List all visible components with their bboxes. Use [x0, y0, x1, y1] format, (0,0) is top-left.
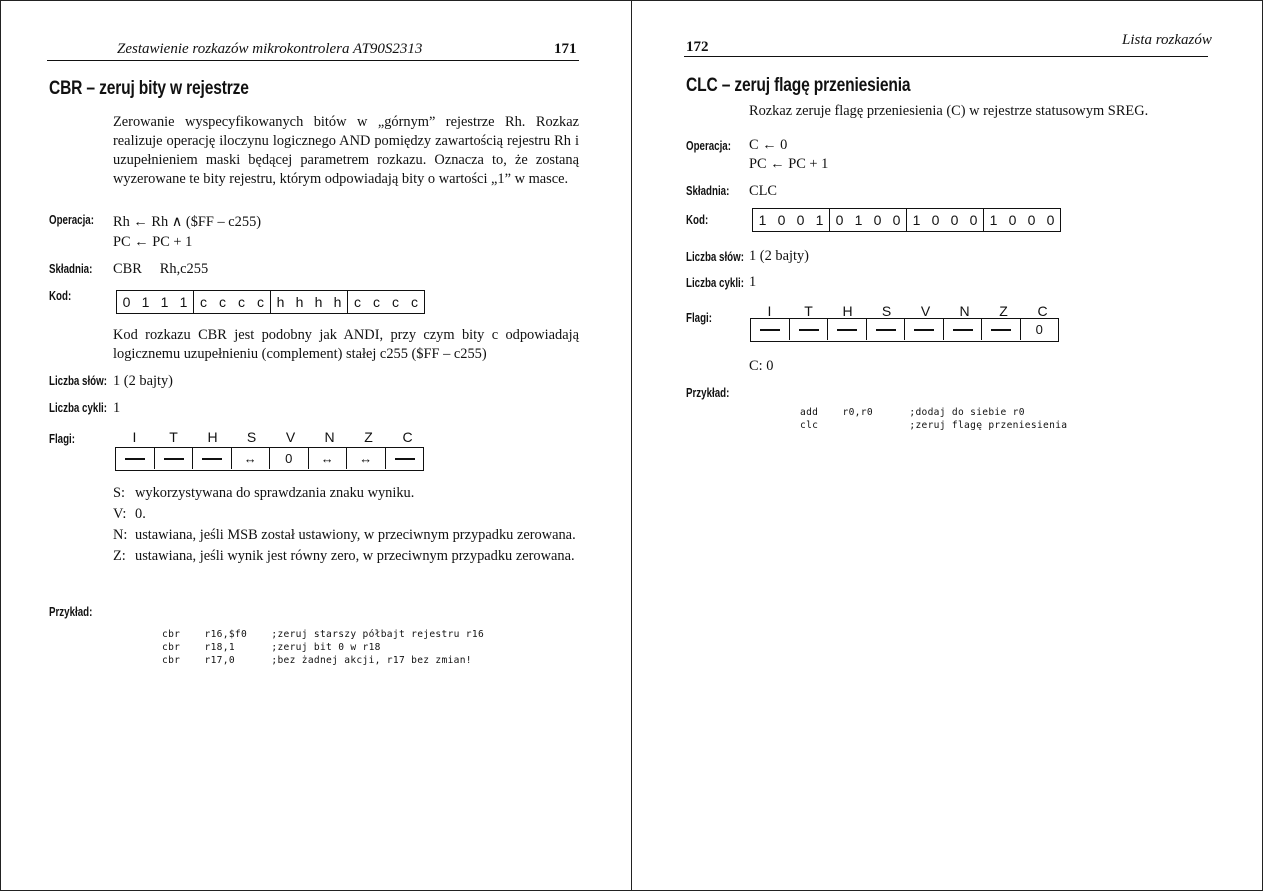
code-label: Kod: — [686, 213, 709, 227]
example-code-line: clc ;zeruj flagę przeniesienia — [800, 420, 1068, 431]
syntax-label: Składnia: — [686, 184, 730, 198]
flag-name: S — [246, 429, 257, 445]
example-label: Przykład: — [686, 386, 730, 400]
flag-name: I — [132, 429, 137, 445]
syntax: CBR Rh,c255 — [113, 261, 209, 277]
opcode-group — [271, 291, 348, 313]
flag-note-text: ustawiana, jeśli MSB został ustawiony, w przeciwnym przypadku zerowana. — [135, 527, 576, 543]
dash-mark — [837, 329, 857, 331]
opcode-bit: 0 — [969, 212, 978, 228]
opcode-group — [348, 291, 424, 313]
opcode-bit: h — [276, 294, 285, 310]
flag-value — [867, 319, 906, 340]
flag-value — [751, 319, 790, 340]
flag-names — [750, 303, 1062, 319]
opcode-bit: 0 — [1046, 212, 1055, 228]
opcode-bit: 0 — [122, 294, 131, 310]
example-code-line: cbr r17,0 ;bez żadnej akcji, r17 bez zmian! — [162, 655, 472, 666]
operation-label: Operacja: — [686, 139, 731, 153]
flag-name: N — [959, 303, 970, 319]
flag-value — [116, 448, 155, 469]
opcode-bit: c — [392, 294, 399, 310]
dash-mark — [202, 458, 222, 460]
flag-name: I — [767, 303, 772, 319]
flag-name: Z — [999, 303, 1008, 319]
opcode-table — [116, 290, 425, 314]
syntax: CLC — [749, 183, 777, 199]
opcode-bit: c — [257, 294, 264, 310]
dash-mark — [953, 329, 973, 331]
opcode-bit: 1 — [160, 294, 169, 310]
flag-name: V — [285, 429, 296, 445]
flag-value — [155, 448, 194, 469]
opcode-bit: 1 — [179, 294, 188, 310]
section-title: CLC – zeruj flagę przeniesienia — [686, 75, 911, 96]
flag-value: ↔ — [347, 448, 386, 469]
flag-value — [828, 319, 867, 340]
flag-note — [113, 547, 579, 566]
dash-mark — [991, 329, 1011, 331]
operation-line: Rh ← Rh ∧ ($FF – c255) — [113, 214, 262, 230]
flag-note — [113, 505, 579, 524]
flag-notes — [113, 484, 579, 566]
cycles-value: 1 — [749, 274, 757, 290]
dash-mark — [799, 329, 819, 331]
flags-table — [750, 318, 1059, 342]
flag-value: 0 — [270, 448, 309, 469]
flag-name: Z — [364, 429, 373, 445]
flag-value — [982, 319, 1021, 340]
flag-value: ↔ — [232, 448, 271, 469]
dash-mark — [125, 458, 145, 460]
flag-value — [905, 319, 944, 340]
cycles-label: Liczba cykli: — [49, 401, 107, 415]
cycles-value: 1 — [113, 400, 121, 416]
flag-name: H — [842, 303, 853, 319]
flag-note-key: S: — [113, 485, 126, 501]
example-code-line: add r0,r0 ;dodaj do siebie r0 — [800, 407, 1025, 418]
right-page — [631, 0, 1263, 891]
opcode-bit: 0 — [777, 212, 786, 228]
dash-mark — [876, 329, 896, 331]
flag-name: T — [804, 303, 813, 319]
syntax-label: Składnia: — [49, 262, 93, 276]
flags-table — [115, 447, 424, 471]
description: Zerowanie wyspecyfikowanych bitów w „górnym” rejestrze Rh. Rozkaz realizuje operację iloczynu logicznego AND pomiędzy zawartością rejestru Rh i uzupełnieniem maski będącej parametrem rozkazu. Oznacza to, że zostaną wyzerowane te bity rejestru, którym odpowiadają bity o wartości „1” w masce. — [113, 114, 579, 187]
running-header-title: Lista rozkazów — [1122, 32, 1212, 48]
operation-line: PC ← PC + 1 — [113, 234, 193, 250]
opcode-bit: c — [238, 294, 245, 310]
opcode-bit: 1 — [758, 212, 767, 228]
opcode-bit: h — [314, 294, 323, 310]
left-page — [0, 0, 632, 891]
opcode-group — [984, 209, 1060, 231]
flag-value — [386, 448, 424, 469]
cycles-label: Liczba cykli: — [686, 276, 744, 290]
opcode-bit: 1 — [989, 212, 998, 228]
words-label: Liczba słów: — [686, 250, 744, 264]
opcode-bit: c — [200, 294, 207, 310]
operation-line: PC ← PC + 1 — [749, 156, 829, 172]
example-code-line: cbr r16,$f0 ;zeruj starszy półbajt rejestru r16 — [162, 629, 485, 640]
opcode-bit: 1 — [815, 212, 824, 228]
operation-line: C ← 0 — [749, 137, 788, 153]
opcode-group — [753, 209, 830, 231]
flag-name: V — [920, 303, 931, 319]
words-value: 1 (2 bajty) — [749, 248, 809, 264]
flag-name: C — [1037, 303, 1048, 319]
flag-note — [113, 484, 579, 503]
opcode-bit: c — [411, 294, 418, 310]
opcode-group — [194, 291, 271, 313]
words-value: 1 (2 bajty) — [113, 373, 173, 389]
flag-names — [115, 429, 427, 445]
opcode-group — [117, 291, 194, 313]
code-note: Kod rozkazu CBR jest podobny jak ANDI, przy czym bity c odpowiadają logicznemu uzupełnieniu (complement) stałej c255 ($FF – c255) — [113, 327, 579, 362]
header-rule — [684, 56, 1208, 57]
flag-value — [790, 319, 829, 340]
flag-name: H — [207, 429, 218, 445]
opcode-bit: 0 — [950, 212, 959, 228]
words-label: Liczba słów: — [49, 374, 107, 388]
flag-note-key: V: — [113, 506, 127, 522]
flag-value — [193, 448, 232, 469]
opcode-bit: c — [354, 294, 361, 310]
header-rule — [47, 60, 579, 61]
running-header-title: Zestawienie rozkazów mikrokontrolera AT90S2313 — [117, 41, 423, 57]
flag-value: ↔ — [309, 448, 348, 469]
opcode-bit: 1 — [141, 294, 150, 310]
flag-name: N — [324, 429, 335, 445]
flags-label: Flagi: — [49, 432, 76, 446]
flag-note-key: Z: — [113, 548, 126, 564]
flag-value: 0 — [1035, 322, 1043, 337]
example-code-line: cbr r18,1 ;zeruj bit 0 w r18 — [162, 642, 381, 653]
code-label: Kod: — [49, 289, 72, 303]
opcode-bit: c — [373, 294, 380, 310]
flag-note: C: 0 — [749, 358, 774, 374]
opcode-bit: 0 — [1008, 212, 1017, 228]
flag-note-text: ustawiana, jeśli wynik jest równy zero, w przeciwnym przypadku zerowana. — [135, 548, 575, 564]
opcode-bit: 0 — [835, 212, 844, 228]
opcode-bit: 1 — [854, 212, 863, 228]
description: Rozkaz zeruje flagę przeniesienia (C) w rejestrze statusowym SREG. — [749, 103, 1149, 119]
opcode-bit: 0 — [892, 212, 901, 228]
flag-name: C — [402, 429, 413, 445]
opcode-table — [752, 208, 1061, 232]
opcode-bit: h — [333, 294, 342, 310]
opcode-group — [907, 209, 984, 231]
flags-label: Flagi: — [686, 311, 713, 325]
opcode-bit: 0 — [796, 212, 805, 228]
dash-mark — [164, 458, 184, 460]
opcode-bit: 0 — [873, 212, 882, 228]
operation-label: Operacja: — [49, 213, 94, 227]
opcode-bit: c — [219, 294, 226, 310]
flag-note — [113, 526, 579, 545]
page-number: 172 — [686, 39, 709, 55]
opcode-bit: 0 — [1027, 212, 1036, 228]
flag-note-key: N: — [113, 527, 128, 543]
opcode-bit: 1 — [912, 212, 921, 228]
example-label: Przykład: — [49, 605, 93, 619]
dash-mark — [760, 329, 780, 331]
flag-note-text: 0. — [135, 506, 146, 522]
dash-mark — [395, 458, 415, 460]
flag-note-text: wykorzystywana do sprawdzania znaku wyniku. — [135, 485, 415, 501]
flag-name: S — [881, 303, 892, 319]
page-number: 171 — [554, 41, 577, 57]
opcode-bit: 0 — [931, 212, 940, 228]
section-title: CBR – zeruj bity w rejestrze — [49, 78, 249, 99]
flag-name: T — [169, 429, 178, 445]
opcode-group — [830, 209, 907, 231]
flag-value — [944, 319, 983, 340]
opcode-bit: h — [295, 294, 304, 310]
dash-mark — [914, 329, 934, 331]
